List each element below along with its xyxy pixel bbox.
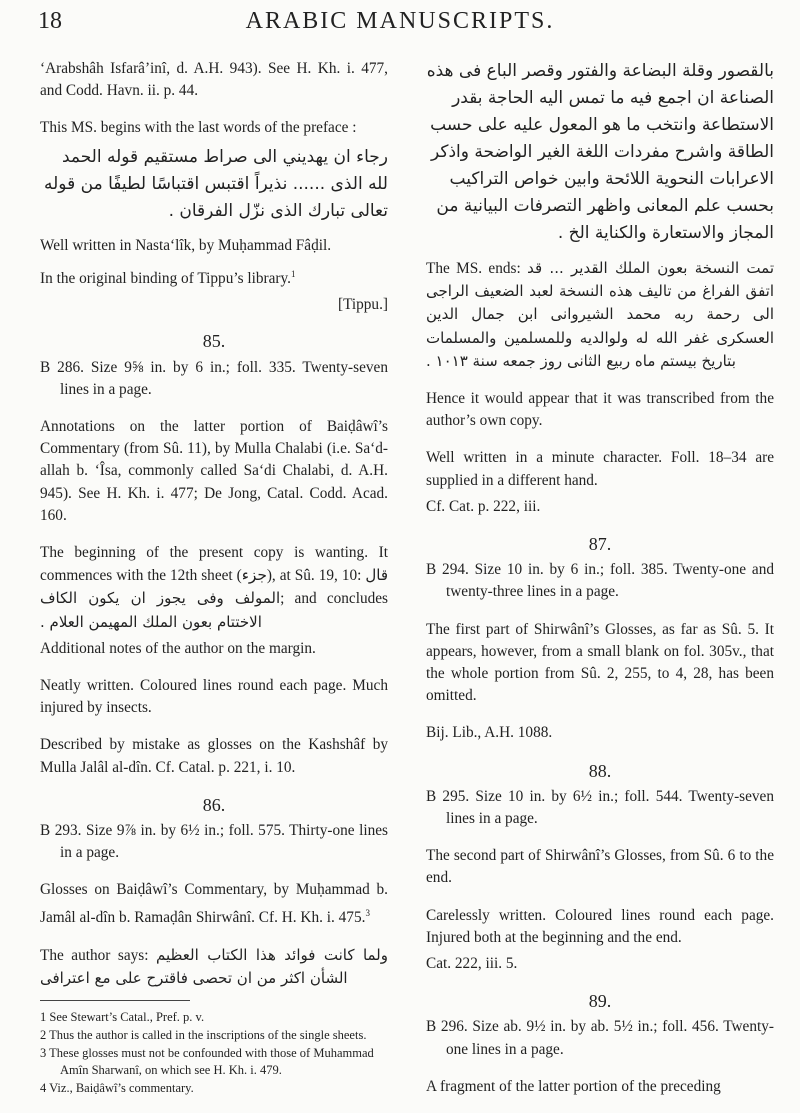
entry-85-spec: B 286. Size 9⅝ in. by 6 in.; foll. 335. Twenty-seven lines in a page.	[40, 358, 388, 398]
hand-note: Well written in a minute character. Foll. 18–34 are supplied in a different hand.	[426, 449, 774, 489]
colophon-arabic: تمت النسخة بعون الملك القدير ... قد اتفق الفراغ من تاليف هذه النسخة لعبد الضعيف الراجى الى رحمة ربه محمد الشيروانى ابن جمال الدين العسكرى غفر الله له ولوالديه وللمسلمين والمسلمات بتاريخ بيستم ماه ربيع الثانى روز جمعه سنة ١٠١٣ .	[426, 259, 775, 370]
collection-tag: [Tippu.]	[337, 296, 388, 314]
right-column	[426, 58, 774, 1113]
entry-89-description: A fragment of the latter portion of the preceding	[426, 1077, 721, 1095]
entry-85-condition: Neatly written. Coloured lines round each page. Much injured by insects.	[40, 676, 388, 717]
entry-85-notes: Additional notes of the author on the margin.	[40, 639, 316, 657]
entry-86-glosses-text: Glosses on Baiḍâwî’s Commentary, by Muḥammad b. Jamâl al-dîn b. Ramaḍân Shirwânî. Cf. H. Kh. i. 475.	[40, 881, 388, 926]
entry-85-description: Described by mistake as glosses on the Kashshâf by Mulla Jalâl al-dîn. Cf. Catal. p. 221, i. 10.	[40, 736, 388, 776]
footnote-ref: 1	[290, 268, 296, 279]
entry-87-provenance: Bij. Lib., A.H. 1088.	[426, 724, 553, 742]
footnote-1: 1 See Stewart’s Catal., Pref. p. v.	[40, 1010, 205, 1025]
colophon	[426, 257, 774, 373]
entry-89-spec: B 296. Size ab. 9½ in. by ab. 5½ in.; foll. 456. Twenty-one lines in a page.	[426, 1018, 774, 1058]
entry-88-catalogue: Cat. 222, iii. 5.	[426, 955, 518, 973]
catalogue-reference: Cf. Cat. p. 222, iii.	[426, 497, 541, 515]
entry-number-86: 86.	[202, 794, 226, 815]
binding-note	[40, 263, 388, 290]
entry-85-beginning	[40, 542, 388, 634]
entry-number-89: 89.	[588, 991, 612, 1012]
preface-intro: This MS. begins with the last words of the preface :	[40, 119, 357, 137]
colophon-lead: The MS. ends:	[426, 260, 521, 277]
entry-86-author-lead: The author says:	[40, 946, 149, 964]
footnote-4: 4 Viz., Baiḍâwî’s commentary.	[40, 1081, 194, 1096]
entry-88-condition: Carelessly written. Coloured lines round each page. Injured both at the beginning and the end.	[426, 906, 774, 946]
footnote-3: 3 These glosses must not be confounded with those of Muhammad Amîn Sharwanî, on which see H. Kh. i. 479.	[40, 1046, 374, 1078]
entry-85-begin-arabic: قال المولف وفى يجوز ان يكون الكاف	[40, 566, 388, 608]
footnote-divider	[40, 1000, 190, 1001]
entry-88-description: The second part of Shirwânî’s Glosses, from Sû. 6 to the end.	[426, 847, 774, 887]
entry-85-end-arabic: الاختتام بعون الملك المهيمن العلام .	[40, 612, 262, 631]
running-title: ARABIC MANUSCRIPTS.	[245, 8, 555, 34]
binding-text: In the original binding of Tippu’s library.	[40, 269, 291, 287]
preface-arabic-quote: رجاء ان يهديني الى صراط مستقيم قوله الحمد لله الذى ...... نذيراً اقتبس اقتباسًا لطيفًا من قوله تعالى تبارك الذى نزّل الفرقان .	[44, 146, 388, 221]
footnote-ref: 3	[365, 907, 370, 918]
written-note: Well written in Nasta‘lîk, by Muḥammad Fâḍil.	[40, 236, 332, 254]
intro-paragraph: ‘Arabshâh Isfarâ’inî, d. A.H. 943). See H. Kh. i. 477, and Codd. Havn. ii. p. 44.	[40, 60, 388, 100]
entry-85-annotations: Annotations on the latter portion of Baiḍâwî’s Commentary (from Sû. 11), by Mulla Chalabi (i.e. Sa‘d-allah b. ‘Îsa, commonly called Sa‘di Chalabi, d. A.H. 945). See H. Kh. i. 477; De Jong, Catal. Codd. Acad. 160.	[40, 417, 388, 524]
entry-86-author-arabic: ولما كانت فوائد هذا الكتاب العظيم الشأن اكثر من ان تحصى فاقترح على مع اعترافى	[40, 945, 388, 988]
page-number: 18	[38, 8, 62, 34]
entry-88-spec: B 295. Size 10 in. by 6½ in.; foll. 544. Twenty-seven lines in a page.	[426, 787, 774, 828]
page-header	[38, 6, 762, 40]
entry-86-author-says	[40, 944, 388, 990]
entry-85-concludes: ; and concludes	[280, 590, 388, 608]
entry-87-spec: B 294. Size 10 in. by 6 in.; foll. 385. Twenty-one and twenty-three lines in a page.	[426, 561, 774, 601]
entry-86-glosses	[40, 879, 388, 929]
entry-85-beginning-text: The beginning of the present copy is wanting. It commences with the 12th sheet (جزء), at Sû. 19, 10:	[40, 543, 388, 585]
transcription-note: Hence it would appear that it was transcribed from the author’s own copy.	[426, 390, 774, 430]
entry-86-spec: B 293. Size 9⅞ in. by 6½ in.; foll. 575. Thirty-one lines in a page.	[40, 821, 388, 862]
left-column	[40, 58, 388, 1098]
footnote-2: 2 Thus the author is called in the inscriptions of the single sheets.	[40, 1028, 367, 1043]
entry-number-87: 87.	[588, 534, 612, 555]
entry-87-description: The first part of Shirwânî’s Glosses, as far as Sû. 5. It appears, however, from a small blank on fol. 305v., that the whole portion from Sû. 2, 255, to 4, 28, has been omitted.	[426, 620, 774, 705]
entry-number-88: 88.	[588, 760, 612, 781]
arabic-preface-continuation: بالقصور وقلة البضاعة والفتور وقصر الباع فى هذه الصناعة ان اجمع فيه ما تمس اليه الحاجة بقدر الاستطاعة وانتخب ما هو المعول عليه على حسب الطاقة واشرح مفردات اللغة الغير الواضحة واذكر الاعرابات النحوية اللائحة وابين خواص التراكيب بحسب علم المعانى واظهر التصرفات البيانية من المجاز والاستعارة والكناية الخ .	[426, 61, 774, 243]
entry-number-85: 85.	[202, 331, 226, 352]
